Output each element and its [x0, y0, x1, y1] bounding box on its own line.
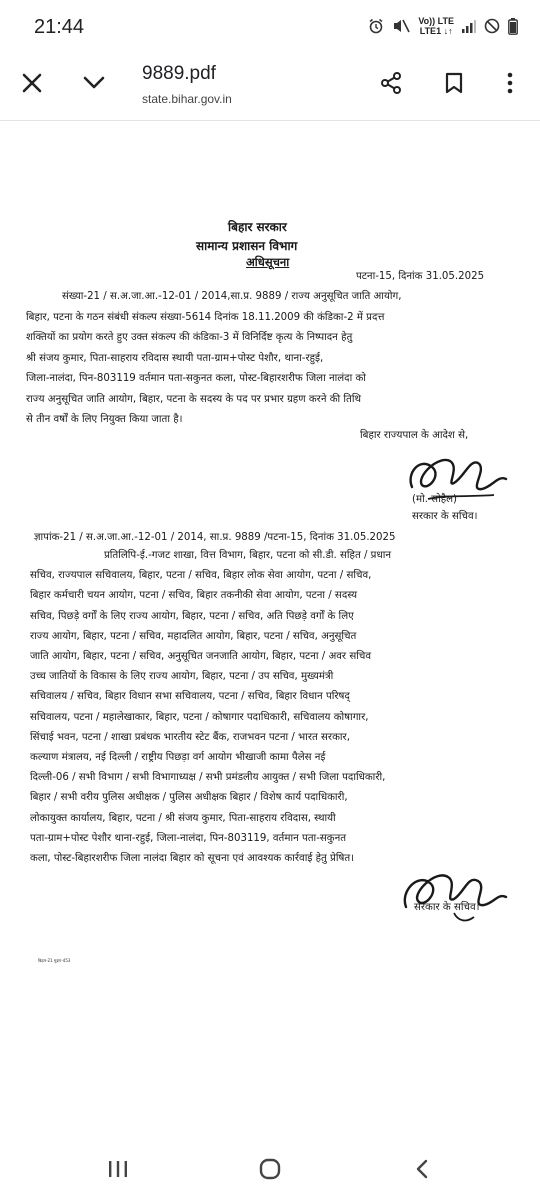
- distribution-line: पता-ग्राम+पोस्ट पेशौर थाना-रहुई, जिला-नालंदा, पिन-803119, वर्तमान पता-सकुनत: [30, 832, 347, 844]
- network-top-label: Vo)) LTE: [418, 16, 454, 26]
- network-type: [418, 16, 454, 36]
- distribution-line: कला, पोस्ट-बिहारशरीफ जिला नालंदा बिहार को सूचना एवं आवश्यक कार्रवाई हेतु प्रेषित।: [30, 853, 355, 864]
- signer-title: सरकार के सचिव।: [412, 511, 478, 522]
- distribution-line: सचिव, राज्यपाल सचिवालय, बिहार, पटना / सचिव, बिहार लोक सेवा आयोग, पटना / सचिव,: [30, 570, 372, 582]
- notification-line: जिला-नालंदा, पिन-803119 वर्तमान पता-सकुनत कला, पोस्ट-बिहारशरीफ जिला नालंदा को: [26, 373, 366, 384]
- page-title: 9889.pdf: [142, 63, 216, 84]
- back-icon[interactable]: [392, 1146, 452, 1192]
- distribution-line: सचिवालय / सचिव, बिहार विधान सभा सचिवालय, पटना / सचिव, बिहार विधान परिषद्: [30, 691, 350, 703]
- notification-line: बिहार, पटना के गठन संबंधी संकल्प संख्या-5614 दिनांक 18.11.2009 की कंडिका-2 में प्रदत्त: [26, 311, 385, 323]
- more-vert-icon[interactable]: [490, 63, 530, 103]
- alarm-icon: [368, 18, 384, 34]
- status-icons: [368, 16, 518, 36]
- doc-header-dept: सामान्य प्रशासन विभाग: [196, 239, 298, 253]
- distribution-line: राज्य आयोग, बिहार, पटना / सचिव, महादलित आयोग, बिहार, पटना / सचिव, अनुसूचित: [30, 630, 357, 642]
- footer-code: बिहार-21 मुद्रण-453: [38, 958, 71, 963]
- close-icon[interactable]: [12, 63, 52, 103]
- order-line: बिहार राज्यपाल के आदेश से,: [360, 430, 469, 441]
- notification-line: से तीन वर्षों के लिए नियुक्त किया जाता है।: [26, 414, 183, 425]
- status-bar: [0, 0, 540, 56]
- notification-line: संख्या-21 / स.अ.जा.आ.-12-01 / 2014,सा.प्र. 9889 / राज्य अनुसूचित जाति आयोग,: [62, 291, 402, 302]
- distribution-line: सचिव, पिछड़े वर्गों के लिए राज्य आयोग, बिहार, पटना / सचिव, अति पिछड़े वर्गों के लिए: [30, 610, 354, 622]
- notification-line: शक्तियों का प्रयोग करते हुए उक्त संकल्प की कंडिका-3 में विनिर्दिष्ट कृत्य के निष्पादन हेतु: [26, 332, 353, 343]
- notification-line: श्री संजय कुमार, पिता-साहराय रविदास स्थायी पता-ग्राम+पोस्ट पेशौर, थाना-रहुई,: [26, 352, 324, 364]
- signer-name: (मो. सोहैल): [412, 494, 457, 505]
- distribution-line: कल्याण मंत्रालय, नई दिल्ली / राष्ट्रीय पिछड़ा वर्ग आयोग भीखाजी कामा पैलेस नई: [30, 752, 326, 763]
- doc-place-date: पटना-15, दिनांक 31.05.2025: [356, 271, 485, 282]
- mute-icon: [392, 18, 410, 34]
- battery-icon: [508, 18, 518, 35]
- notification-line: राज्य अनुसूचित जाति आयोग, बिहार, पटना के सदस्य के पद पर प्रभार ग्रहण करने की तिथि: [26, 393, 362, 405]
- pdf-page[interactable]: [0, 121, 540, 1138]
- signature-2: [394, 851, 514, 931]
- bookmark-icon[interactable]: [434, 63, 474, 103]
- distribution-line: बिहार / सभी वरीय पुलिस अधीक्षक / पुलिस अधीक्षक बिहार / विशेष कार्य पदाधिकारी,: [30, 792, 348, 804]
- distribution-line: सिंचाई भवन, पटना / शाखा प्रबंधक भारतीय स्टेट बैंक, राजभवन पटना / भारत सरकार,: [30, 731, 350, 743]
- distribution-line: दिल्ली-06 / सभी विभाग / सभी विभागाध्यक्ष / सभी प्रमंडलीय आयुक्त / सभी जिला पदाधिकारी,: [30, 772, 386, 784]
- distribution-line: जाति आयोग, बिहार, पटना / सचिव, अनुसूचित जनजाति आयोग, बिहार, पटना / अवर सचिव: [30, 651, 371, 662]
- distribution-line: सचिवालय, पटना / महालेखाकार, बिहार, पटना / कोषागार पदाधिकारी, सचिवालय कोषागार,: [30, 711, 369, 723]
- network-bottom-label: LTE1 ↓↑: [419, 26, 453, 36]
- app-bar: [0, 56, 540, 118]
- status-time: 21:44: [34, 16, 85, 38]
- distribution-line: बिहार कर्मचारी चयन आयोग, पटना / सचिव, बिहार तकनीकी सेवा आयोग, पटना / सदस्य: [30, 590, 358, 602]
- distribution-line: लोकायुक्त कार्यालय, बिहार, पटना / श्री संजय कुमार, पिता-साहराय रविदास, स्थायी: [30, 812, 336, 824]
- home-icon[interactable]: [240, 1146, 300, 1192]
- memo-number: ज्ञापांक-21 / स.अ.जा.आ.-12-01 / 2014, सा.प्र. 9889 /पटना-15, दिनांक 31.05.2025: [34, 532, 396, 543]
- page-url: state.bihar.gov.in: [142, 92, 232, 106]
- doc-header-notification: अधिसूचना: [246, 255, 290, 269]
- doc-header-govt: बिहार सरकार: [228, 220, 287, 234]
- distribution-line: प्रतिलिपि-ई.-गजट शाखा, वित्त विभाग, बिहार, पटना को सी.डी. सहित / प्रधान: [104, 550, 392, 561]
- system-nav-bar: [0, 1138, 540, 1200]
- chevron-down-icon[interactable]: [74, 63, 114, 103]
- signal-icon: [462, 19, 476, 33]
- dnd-icon: [484, 18, 500, 34]
- recents-icon[interactable]: [88, 1146, 148, 1192]
- distribution-line: उच्च जातियों के विकास के लिए राज्य आयोग, बिहार, पटना / उप सचिव, मुख्यमंत्री: [30, 671, 334, 683]
- signer2-title: सरकार के सचिव।: [414, 902, 480, 913]
- share-icon[interactable]: [371, 63, 411, 103]
